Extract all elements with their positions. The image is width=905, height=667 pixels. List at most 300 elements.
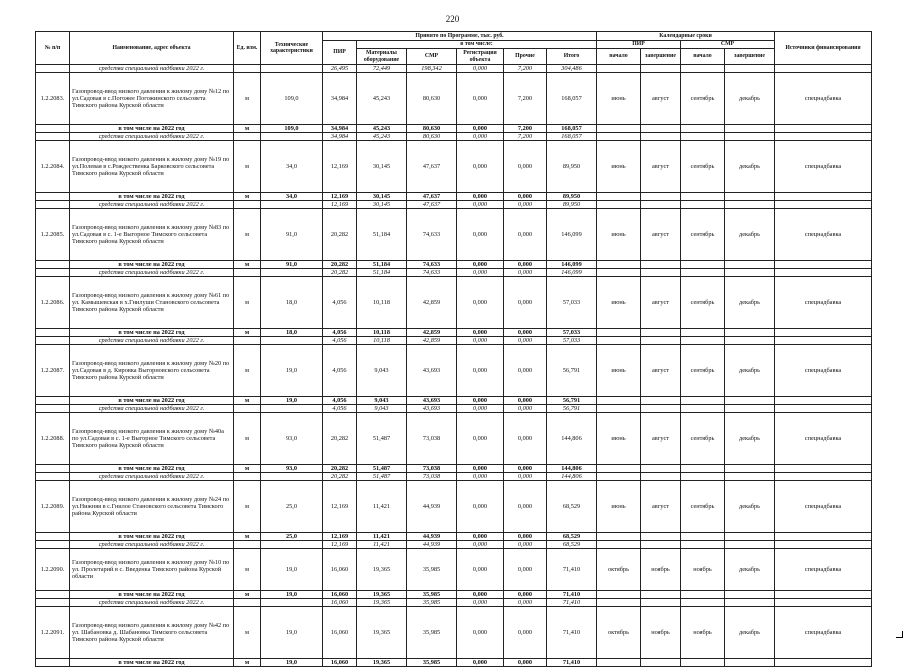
cell-materials: 9,043 (357, 397, 407, 405)
cell-materials: 19,365 (357, 591, 407, 599)
cell-pir-start (597, 473, 641, 481)
cell-total: 57,033 (547, 329, 597, 337)
cell-num: 1.2.2083. (36, 73, 70, 125)
cell-total: 146,099 (547, 209, 597, 261)
cell-source (775, 193, 872, 201)
cell-other: 0,000 (504, 599, 547, 607)
cell-smr-end (725, 337, 775, 345)
cell-pir: 16,060 (323, 659, 357, 667)
cell-unit (234, 541, 261, 549)
cell-other: 0,000 (504, 533, 547, 541)
cell-total: 71,410 (547, 549, 597, 591)
cell-smr-end (725, 541, 775, 549)
cell-pir-start: июнь (597, 73, 641, 125)
cell-total: 168,057 (547, 73, 597, 125)
cell-pir-end (641, 133, 681, 141)
cell-tech (261, 405, 323, 413)
table-row-subtotal (36, 533, 872, 541)
cell-source (775, 465, 872, 473)
cell-source (775, 329, 872, 337)
cell-num (36, 599, 70, 607)
cell-num: 1.2.2090. (36, 549, 70, 591)
cell-smr-start (681, 337, 725, 345)
cell-unit: м (234, 397, 261, 405)
cell-pir-end (641, 473, 681, 481)
cell-tech: 18,0 (261, 329, 323, 337)
cell-registration: 0,000 (457, 465, 504, 473)
cell-tech: 19,0 (261, 397, 323, 405)
cell-materials: 11,421 (357, 541, 407, 549)
cell-pir: 4,056 (323, 405, 357, 413)
header-pir-start: начало (597, 49, 641, 65)
cell-source: спецнадбавка (775, 277, 872, 329)
cell-total: 89,950 (547, 193, 597, 201)
cell-pir-start (597, 269, 641, 277)
cell-smr-start: сентябрь (681, 277, 725, 329)
cell-registration: 0,000 (457, 659, 504, 667)
cell-smr-start (681, 65, 725, 73)
cell-other: 0,000 (504, 413, 547, 465)
cell-pir: 12,169 (323, 201, 357, 209)
cell-registration: 0,000 (457, 209, 504, 261)
cell-smr-end (725, 473, 775, 481)
cell-materials: 45,243 (357, 133, 407, 141)
header-tech: Технические характеристики (261, 32, 323, 65)
cell-total: 57,033 (547, 337, 597, 345)
cell-smr-end (725, 261, 775, 269)
cell-tech (261, 337, 323, 345)
cell-name: Газопровод-ввод низкого давления к жилому дому №19 по ул.Полевая в с.Рождественка Барковского сельсовета Тимского района Курской области (70, 141, 234, 193)
cell-total: 144,806 (547, 473, 597, 481)
cell-other: 7,200 (504, 65, 547, 73)
cell-smr-end: декабрь (725, 607, 775, 659)
cell-smr: 47,637 (407, 193, 457, 201)
cell-pir-start (597, 201, 641, 209)
cell-funding-label: средства специальной надбавки 2022 г. (70, 599, 234, 607)
cell-smr: 44,939 (407, 481, 457, 533)
table-row-funding (36, 133, 872, 141)
cell-pir-end (641, 269, 681, 277)
cell-smr: 35,985 (407, 549, 457, 591)
table-row-funding (36, 473, 872, 481)
cell-pir-end (641, 193, 681, 201)
cell-pir-start (597, 599, 641, 607)
cell-source: спецнадбавка (775, 73, 872, 125)
cell-pir-end (641, 397, 681, 405)
cell-smr-start: сентябрь (681, 209, 725, 261)
table-row-object (36, 345, 872, 397)
cell-other: 0,000 (504, 549, 547, 591)
cell-other: 0,000 (504, 481, 547, 533)
cell-tech (261, 65, 323, 73)
cell-total: 56,791 (547, 405, 597, 413)
cell-other: 0,000 (504, 209, 547, 261)
cell-other: 0,000 (504, 277, 547, 329)
cell-tech: 93,0 (261, 465, 323, 473)
cell-pir: 12,169 (323, 541, 357, 549)
cell-registration: 0,000 (457, 533, 504, 541)
header-smr: СМР (407, 49, 457, 65)
cell-pir: 26,495 (323, 65, 357, 73)
cell-materials: 9,043 (357, 405, 407, 413)
cell-smr: 73,038 (407, 413, 457, 465)
cell-tech (261, 541, 323, 549)
cell-materials: 11,421 (357, 481, 407, 533)
cell-num (36, 337, 70, 345)
cell-pir-start (597, 261, 641, 269)
cell-other: 0,000 (504, 193, 547, 201)
cell-smr-end: декабрь (725, 481, 775, 533)
cell-other: 0,000 (504, 261, 547, 269)
cell-total: 71,410 (547, 659, 597, 667)
cell-num: 1.2.2088. (36, 413, 70, 465)
cell-tech: 25,0 (261, 533, 323, 541)
cell-materials: 30,145 (357, 201, 407, 209)
cell-tech: 109,0 (261, 125, 323, 133)
cell-name: Газопровод-ввод низкого давления к жилому дому №83 по ул.Садовая в с. 1-е Выгорное Тимского сельсовета Тимского района Курской области (70, 209, 234, 261)
cell-registration: 0,000 (457, 549, 504, 591)
cell-pir-end: август (641, 209, 681, 261)
table-row-funding (36, 201, 872, 209)
cell-funding-label: средства специальной надбавки 2022 г. (70, 337, 234, 345)
cell-materials: 10,118 (357, 337, 407, 345)
table-row-object (36, 73, 872, 125)
cell-smr-start: сентябрь (681, 413, 725, 465)
cell-materials: 11,421 (357, 533, 407, 541)
cell-materials: 45,243 (357, 73, 407, 125)
cell-source (775, 659, 872, 667)
cell-source: спецнадбавка (775, 413, 872, 465)
cell-pir: 20,282 (323, 209, 357, 261)
table-row-funding (36, 405, 872, 413)
table-row-subtotal (36, 659, 872, 667)
cell-pir-start: июнь (597, 481, 641, 533)
cell-total: 146,099 (547, 261, 597, 269)
cell-pir-end (641, 261, 681, 269)
cell-num (36, 405, 70, 413)
cell-unit (234, 133, 261, 141)
cell-name: Газопровод-ввод низкого давления к жилому дому №61 по ул. Камышевская в х.Гнилуши Становского сельсовета Тимского района Курской области (70, 277, 234, 329)
cell-other: 0,000 (504, 201, 547, 209)
cell-tech: 91,0 (261, 261, 323, 269)
cell-num (36, 329, 70, 337)
cell-pir-end: август (641, 73, 681, 125)
cell-smr-end (725, 125, 775, 133)
cell-num: 1.2.2087. (36, 345, 70, 397)
cell-total: 71,410 (547, 599, 597, 607)
cell-total: 168,057 (547, 133, 597, 141)
cell-total: 304,486 (547, 65, 597, 73)
header-materials: Материалы оборудование (357, 49, 407, 65)
cell-subtotal-label: в том числе на 2022 год (70, 533, 234, 541)
cell-pir-start: октябрь (597, 607, 641, 659)
cell-total: 68,529 (547, 481, 597, 533)
cell-num (36, 533, 70, 541)
cell-other: 0,000 (504, 337, 547, 345)
cell-total: 57,033 (547, 277, 597, 329)
cell-tech: 34,0 (261, 141, 323, 193)
cell-pir: 16,060 (323, 607, 357, 659)
cell-pir-start (597, 533, 641, 541)
cell-materials: 51,487 (357, 473, 407, 481)
cell-other: 0,000 (504, 591, 547, 599)
table-row-funding (36, 269, 872, 277)
cell-smr: 43,693 (407, 405, 457, 413)
cell-pir: 12,169 (323, 193, 357, 201)
cell-pir: 16,060 (323, 591, 357, 599)
cell-smr-start (681, 659, 725, 667)
cell-smr: 80,630 (407, 133, 457, 141)
cell-funding-label: средства специальной надбавки 2022 г. (70, 541, 234, 549)
cell-unit: м (234, 413, 261, 465)
cell-registration: 0,000 (457, 73, 504, 125)
cell-unit: м (234, 345, 261, 397)
cell-registration: 0,000 (457, 269, 504, 277)
cell-pir-start (597, 329, 641, 337)
cell-smr: 73,038 (407, 465, 457, 473)
cell-subtotal-label: в том числе на 2022 год (70, 465, 234, 473)
cell-tech (261, 133, 323, 141)
cell-smr-end: декабрь (725, 345, 775, 397)
cell-materials: 19,365 (357, 549, 407, 591)
cell-smr-start (681, 329, 725, 337)
table-row-subtotal (36, 193, 872, 201)
table-row-subtotal (36, 465, 872, 473)
cell-smr-start (681, 533, 725, 541)
cell-pir-start (597, 133, 641, 141)
cell-pir-end (641, 125, 681, 133)
cell-pir-start: июнь (597, 413, 641, 465)
cell-source (775, 133, 872, 141)
cell-pir: 34,984 (323, 73, 357, 125)
cell-pir: 20,282 (323, 473, 357, 481)
header-incl: в том числе: (357, 41, 597, 49)
cell-pir: 4,056 (323, 329, 357, 337)
cell-pir: 20,282 (323, 261, 357, 269)
cell-registration: 0,000 (457, 329, 504, 337)
cell-smr-end: декабрь (725, 549, 775, 591)
header-name: Наименование, адрес объекта (70, 32, 234, 65)
cell-pir-end: август (641, 413, 681, 465)
cell-pir: 12,169 (323, 533, 357, 541)
cell-smr-start (681, 269, 725, 277)
cell-num (36, 473, 70, 481)
cell-smr-end (725, 599, 775, 607)
cell-total: 89,950 (547, 201, 597, 209)
cell-registration: 0,000 (457, 193, 504, 201)
cell-smr-start: сентябрь (681, 73, 725, 125)
cell-total: 89,950 (547, 141, 597, 193)
cell-smr: 47,637 (407, 201, 457, 209)
cell-pir-start (597, 465, 641, 473)
cell-num (36, 659, 70, 667)
cell-tech (261, 201, 323, 209)
cell-smr-end (725, 201, 775, 209)
cell-smr-start (681, 261, 725, 269)
cell-materials: 51,184 (357, 261, 407, 269)
cell-total: 68,529 (547, 541, 597, 549)
cell-pir-end (641, 591, 681, 599)
header-unit: Ед. изм. (234, 32, 261, 65)
cell-smr: 74,633 (407, 261, 457, 269)
cell-tech: 19,0 (261, 549, 323, 591)
cell-num (36, 541, 70, 549)
cell-other: 0,000 (504, 473, 547, 481)
header-total: Итого (547, 49, 597, 65)
cell-unit: м (234, 261, 261, 269)
cell-smr: 43,693 (407, 345, 457, 397)
cell-total: 56,791 (547, 345, 597, 397)
cell-registration: 0,000 (457, 473, 504, 481)
cell-pir: 4,056 (323, 277, 357, 329)
cell-other: 0,000 (504, 329, 547, 337)
cell-materials: 72,449 (357, 65, 407, 73)
cell-smr-start (681, 125, 725, 133)
cell-num (36, 591, 70, 599)
cell-pir: 12,169 (323, 481, 357, 533)
cell-smr: 198,342 (407, 65, 457, 73)
cell-name: Газопровод-ввод низкого давления к жилому дому №24 по ул.Нижняя в с.Гнилое Становского сельсовета Тимского района Курской области (70, 481, 234, 533)
header-smr-start: начало (681, 49, 725, 65)
cell-total: 144,806 (547, 413, 597, 465)
cell-subtotal-label: в том числе на 2022 год (70, 329, 234, 337)
cell-total: 68,529 (547, 533, 597, 541)
cell-smr: 80,630 (407, 125, 457, 133)
cell-materials: 30,145 (357, 193, 407, 201)
header-pir: ПИР (323, 41, 357, 65)
cell-funding-label: средства специальной надбавки 2022 г. (70, 473, 234, 481)
cell-materials: 19,365 (357, 607, 407, 659)
header-cal-smr: СМР (681, 41, 775, 49)
cell-registration: 0,000 (457, 133, 504, 141)
table-row-subtotal (36, 397, 872, 405)
cell-source (775, 473, 872, 481)
cell-tech: 19,0 (261, 607, 323, 659)
cell-source: спецнадбавка (775, 481, 872, 533)
cell-smr-start (681, 473, 725, 481)
table-row-subtotal (36, 591, 872, 599)
program-table (35, 31, 872, 667)
cell-pir: 20,282 (323, 269, 357, 277)
cell-materials: 51,184 (357, 209, 407, 261)
cell-tech (261, 269, 323, 277)
cell-materials: 19,365 (357, 659, 407, 667)
cell-pir-start (597, 65, 641, 73)
cell-unit: м (234, 73, 261, 125)
cell-smr: 44,939 (407, 541, 457, 549)
cell-registration: 0,000 (457, 599, 504, 607)
table-row-funding (36, 599, 872, 607)
cell-smr-end (725, 397, 775, 405)
table-row-object (36, 141, 872, 193)
cell-funding-label: средства специальной надбавки 2022 г. (70, 269, 234, 277)
cell-materials: 10,118 (357, 277, 407, 329)
cell-num (36, 397, 70, 405)
cell-smr: 74,633 (407, 209, 457, 261)
cell-source: спецнадбавка (775, 549, 872, 591)
cell-pir-end: август (641, 345, 681, 397)
table-row-subtotal (36, 125, 872, 133)
cell-num: 1.2.2091. (36, 607, 70, 659)
cell-other: 0,000 (504, 659, 547, 667)
cell-tech (261, 599, 323, 607)
cell-source: спецнадбавка (775, 141, 872, 193)
cell-tech: 19,0 (261, 591, 323, 599)
table-row-object (36, 209, 872, 261)
cell-pir: 20,282 (323, 413, 357, 465)
cell-other: 0,000 (504, 141, 547, 193)
cell-pir-end (641, 541, 681, 549)
cell-smr-start (681, 397, 725, 405)
cell-smr-end (725, 269, 775, 277)
table-row-subtotal (36, 261, 872, 269)
cell-num (36, 269, 70, 277)
cell-registration: 0,000 (457, 591, 504, 599)
cell-num: 1.2.2085. (36, 209, 70, 261)
cell-pir-end (641, 329, 681, 337)
cell-source (775, 533, 872, 541)
cell-pir-start (597, 659, 641, 667)
header-pir-end: завершение (641, 49, 681, 65)
table-row-object (36, 413, 872, 465)
cell-pir-end (641, 201, 681, 209)
cell-tech: 18,0 (261, 277, 323, 329)
table-row-object (36, 607, 872, 659)
cell-unit (234, 65, 261, 73)
cell-other: 7,200 (504, 125, 547, 133)
cell-source (775, 269, 872, 277)
cell-other: 0,000 (504, 397, 547, 405)
cell-smr-end (725, 65, 775, 73)
cell-pir-end (641, 465, 681, 473)
cell-pir-end: ноябрь (641, 607, 681, 659)
cell-unit: м (234, 125, 261, 133)
header-smr-end: завершение (725, 49, 775, 65)
cell-unit (234, 599, 261, 607)
cell-funding-label: средства специальной надбавки 2022 г. (70, 133, 234, 141)
page-number: 220 (445, 14, 460, 24)
cell-smr-end (725, 133, 775, 141)
cell-smr-end: декабрь (725, 141, 775, 193)
cell-smr-start (681, 133, 725, 141)
cell-unit: м (234, 549, 261, 591)
cell-num: 1.2.2084. (36, 141, 70, 193)
cell-smr-end (725, 465, 775, 473)
header-num: № п/п (36, 32, 70, 65)
cell-smr-end (725, 405, 775, 413)
cell-total: 146,099 (547, 269, 597, 277)
cell-subtotal-label: в том числе на 2022 год (70, 125, 234, 133)
table-row-object (36, 481, 872, 533)
cell-funding-label: средства специальной надбавки 2022 г. (70, 65, 234, 73)
cell-smr-start (681, 591, 725, 599)
header-calendar: Календарные сроки (597, 32, 775, 41)
cell-smr-end: декабрь (725, 277, 775, 329)
table-row-object (36, 549, 872, 591)
cell-unit (234, 269, 261, 277)
cell-registration: 0,000 (457, 345, 504, 397)
cell-pir-end: август (641, 277, 681, 329)
cell-pir-start: июнь (597, 209, 641, 261)
cell-pir-end (641, 337, 681, 345)
cell-materials: 10,118 (357, 329, 407, 337)
cell-pir: 16,060 (323, 599, 357, 607)
cell-tech: 34,0 (261, 193, 323, 201)
header-source: Источники финансирования (775, 32, 872, 65)
cell-smr-end (725, 329, 775, 337)
cell-source (775, 541, 872, 549)
cell-smr-end: декабрь (725, 209, 775, 261)
